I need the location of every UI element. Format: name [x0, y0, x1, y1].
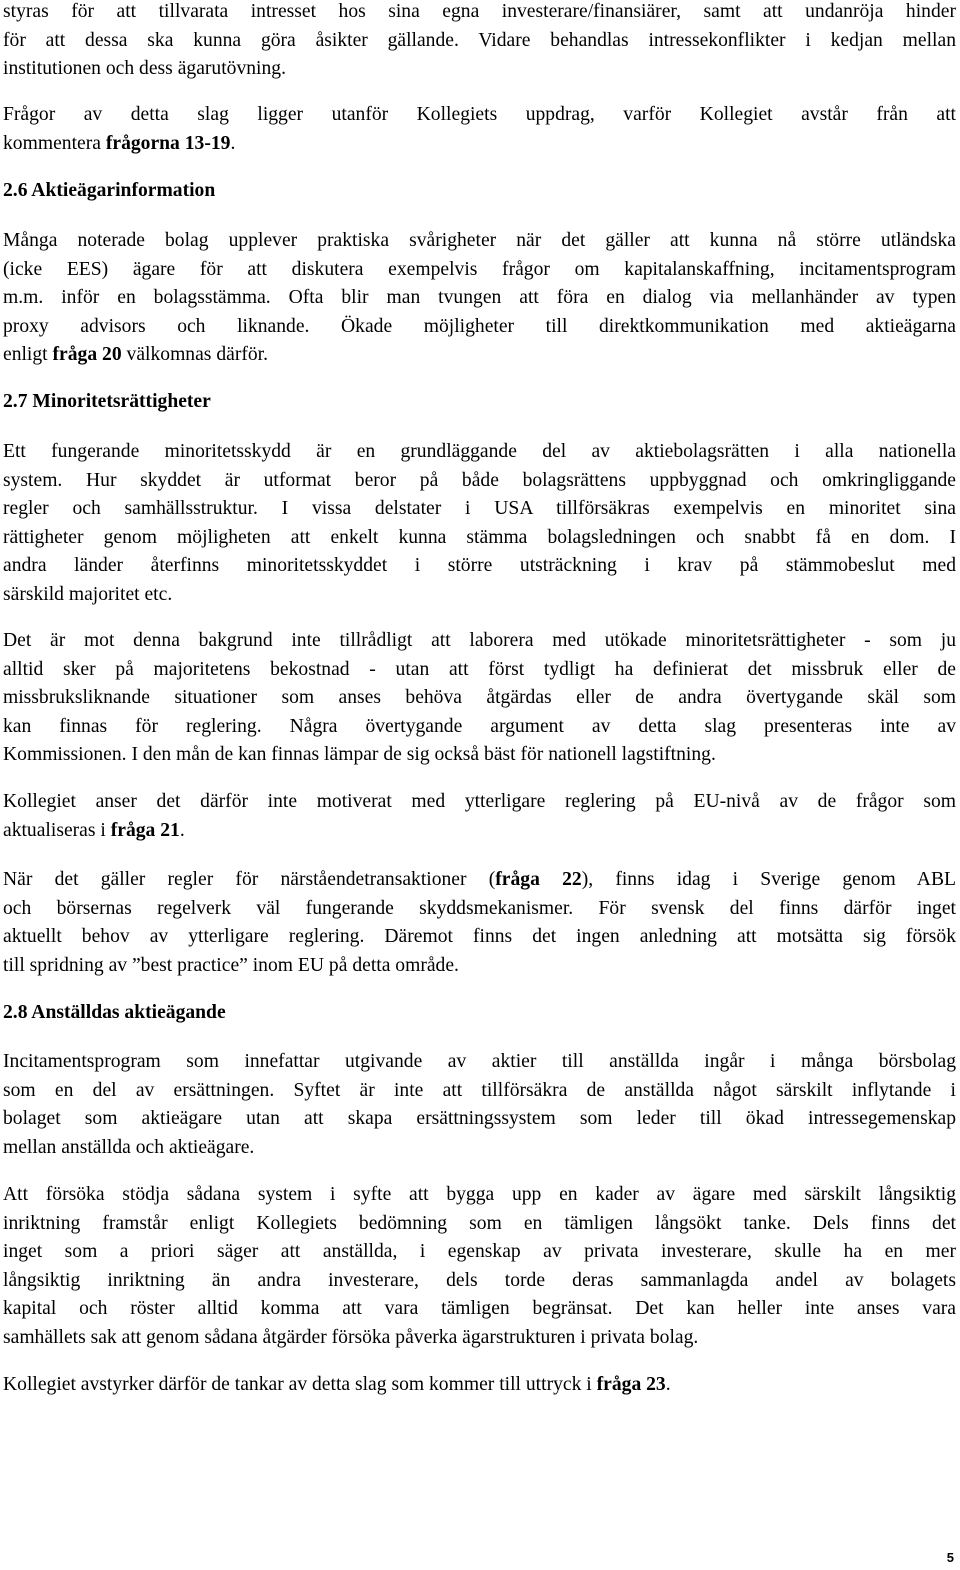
text-line: (icke EES) ägare för att diskutera exempelvis frågor om kapitalanskaffning, incitamentsprogram	[3, 258, 956, 280]
question-reference: fråga 22	[495, 869, 582, 890]
section-2-7-paragraph-4	[3, 866, 956, 980]
text-line: särskild majoritet etc.	[3, 583, 173, 605]
text-line: När det gäller regler för närståendetransaktioner (fråga 22), finns idag i Sverige genom ABL	[3, 869, 956, 890]
text-line: rättigheter genom möjligheten att enkelt kunna stämma bolagsledningen och snabbt få en dom. I	[3, 526, 956, 548]
text-line: Frågor av detta slag ligger utanför Kollegiets uppdrag, varför Kollegiet avstår från att	[3, 104, 956, 125]
intro-paragraph	[3, 0, 956, 84]
text-line: enligt fråga 20 välkomnas därför.	[3, 344, 269, 366]
text-line: Kollegiet anser det därför inte motiverat med ytterligare reglering på EU-nivå av de frågor som	[3, 791, 956, 812]
question-reference: frågorna 13-19	[105, 132, 231, 154]
text-line: andra länder återfinns minoritetsskyddet i större utsträckning i krav på stämmobeslut med	[3, 555, 956, 577]
text-line: system. Hur skyddet är utformat beror på både bolagsrättens uppbyggnad och omkringliggande	[3, 469, 956, 491]
text-line: och börsernas regelverk väl fungerande skyddsmekanismer. För svensk del finns därför inget	[3, 897, 956, 919]
questions-paragraph	[3, 101, 956, 158]
text-line: alltid sker på majoritetens bekostnad - utan att först tydligt ha definierat det missbruk eller de	[3, 658, 956, 680]
page-number: 5	[946, 1550, 954, 1565]
text-line: Det är mot denna bakgrund inte tillrådligt att laborera med utökade minoritetsrättigheter - som ju	[3, 630, 956, 651]
text-line: samhällets sak att genom sådana åtgärder försöka påverka ägarstrukturen i privata bolag.	[3, 1326, 699, 1348]
text-line: Kommissionen. I den mån de kan finnas lämpar de sig också bäst för nationell lagstiftning.	[3, 744, 716, 766]
section-2-8-paragraph-2	[3, 1181, 956, 1353]
text-line: kommentera frågorna 13-19.	[3, 132, 236, 154]
text-line: institutionen och dess ägarutövning.	[3, 58, 286, 80]
question-reference: fråga 20	[52, 344, 122, 366]
text-line: bolaget som aktieägare utan att skapa ersättningssystem som leder till ökad intressegemenskap	[3, 1108, 956, 1130]
text-line: inriktning framstår enligt Kollegiets bedömning som en tämligen långsökt tanke. Dels finns det	[3, 1212, 956, 1234]
section-heading-2-6: 2.6 Aktieägarinformation	[3, 180, 216, 201]
section-2-8-paragraph-3	[3, 1371, 956, 1400]
text-line: regler och samhällsstruktur. I vissa delstater i USA tillförsäkras exempelvis en minoritet sina	[3, 498, 956, 520]
text-line: Att försöka stödja sådana system i syfte att bygga upp en kader av ägare med särskilt långsiktig	[3, 1184, 956, 1205]
text-line: som en del av ersättningen. Syftet är inte att tillförsäkra de anställda något särskilt inflytande i	[3, 1079, 956, 1101]
question-reference: fråga 21	[110, 819, 180, 841]
text-line: mellan anställda och aktieägare.	[3, 1136, 255, 1158]
section-2-6-paragraph	[3, 227, 956, 370]
text-line: Ett fungerande minoritetsskydd är en grundläggande del av aktiebolagsrätten i alla nationella	[3, 441, 956, 462]
text-line: Incitamentsprogram som innefattar utgivande av aktier till anställda ingår i många börsbolag	[3, 1051, 956, 1072]
section-2-7-paragraph-1	[3, 438, 956, 610]
text-line: Många noterade bolag upplever praktiska svårigheter när det gäller att kunna nå större utländska	[3, 230, 956, 251]
text-line: proxy advisors och liknande. Ökade möjligheter till direktkommunikation med aktieägarna	[3, 315, 956, 337]
section-2-7-paragraph-3	[3, 788, 956, 845]
text-line: aktuellt behov av ytterligare reglering. Däremot finns det ingen anledning att motsätta sig försök	[3, 926, 956, 948]
text-line: aktualiseras i fråga 21.	[3, 819, 185, 841]
text-line: kan finnas för reglering. Några övertygande argument av detta slag presenteras inte av	[3, 715, 956, 737]
section-heading-2-7: 2.7 Minoritetsrättigheter	[3, 391, 211, 412]
text-line: kapital och röster alltid komma att vara tämligen begränsat. Det kan heller inte anses vara	[3, 1298, 956, 1320]
section-2-7-paragraph-2	[3, 627, 956, 770]
text-line: till spridning av ”best practice” inom EU på detta område.	[3, 954, 459, 976]
text-line: långsiktig inriktning än andra investerare, dels torde deras sammanlagda andel av bolagets	[3, 1269, 956, 1291]
question-reference: fråga 23	[596, 1374, 666, 1395]
text-line: Kollegiet avstyrker därför de tankar av detta slag som kommer till uttryck i fråga 23.	[3, 1374, 671, 1395]
section-heading-2-8: 2.8 Anställdas aktieägande	[3, 1002, 226, 1023]
text-line: inget som a priori säger att anställda, i egenskap av privata investerare, skulle ha en mer	[3, 1241, 956, 1263]
text-line: m.m. inför en bolagsstämma. Ofta blir man tvungen att föra en dialog via mellanhänder av typen	[3, 287, 956, 309]
text-line: för att dessa ska kunna göra åsikter gällande. Vidare behandlas intressekonflikter i kedjan mellan	[3, 29, 956, 51]
section-2-8-paragraph-1	[3, 1048, 956, 1162]
text-line: styras för att tillvarata intresset hos sina egna investerare/finansiärer, samt att undanröja hinder	[3, 1, 956, 22]
text-line: missbruksliknande situationer som anses behöva åtgärdas eller de andra övertygande skäl som	[3, 687, 956, 709]
